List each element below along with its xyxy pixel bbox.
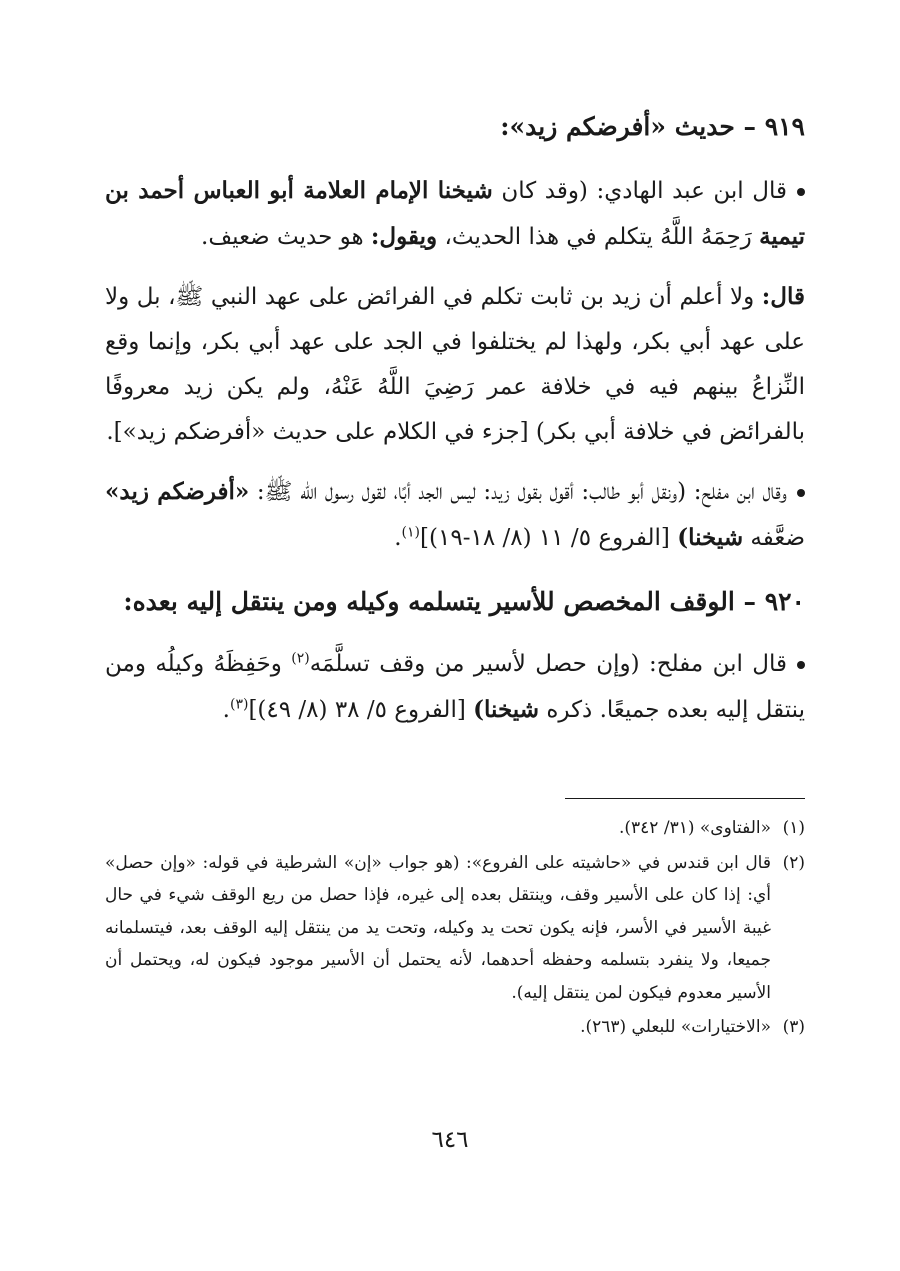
entry-920-paragraph-1: قال ابن مفلح: (وإن حصل لأسير من وقف تسلَّمَه$^{(٢)}$ وحَفِظَهُ وكيلُه ومن ينتقل إليه بعده جميعًا. ذكره شيخنا) [الفروع ٥/ ٣٨ (٨/ ٤٩)]$^{(٣)}$. (105, 650, 805, 723)
entry-919-paragraph-2: قال: ولا أعلم أن زيد بن ثابت تكلم في الفرائض على عهد النبي ﷺ، بل ولا على عهد أبي بكر، ولهذا لم يختلفوا في الجد على عهد أبي بكر، وإنما وقع النِّزاعُ بينهم فيه في خلافة عمر رَضِيَ اللَّهُ عَنْهُ، ولم يكن زيد معروفًا بالفرائض في خلافة أبي بكر) [جزء في الكلام على حديث «أفرضكم زيد»]. (105, 282, 805, 445)
footnote-ref: (٢) (291, 650, 310, 667)
bullet-icon (797, 188, 805, 196)
entry-919-paragraph-1: قال ابن عبد الهادي: (وقد كان شيخنا الإمام العلامة أبو العباس أحمد بن تيمية رَحِمَهُ اللَّهُ يتكلم في هذا الحديث، ويقول: هو حديث ضعيف. (105, 176, 805, 250)
entry-919-paragraph-3: وقال ابن مفلح: (ونقل أبو طالب: أقول بقول زيد: ليس الجد أبًا، لقول رسول الله ﷺ: «أفرضكم زيد» ضعَّفه شيخنا) [الفروع ٥/ ١١ (٨/ ١٨-١٩)]$^{(١)}$. (105, 477, 805, 551)
page-number: ٦٤٦ (431, 1127, 469, 1153)
entry-920-heading: ٩٢٠ – الوقف المخصص للأسير يتسلمه وكيله ومن ينتقل إليه بعده: (123, 586, 805, 616)
footnote-1: (١) «الفتاوى» (٣١/ ٣٤٢). (618, 818, 805, 838)
bullet-icon (797, 489, 805, 497)
bullet-icon (797, 661, 805, 669)
footnote-3: (٣) «الاختيارات» للبعلي (٢٦٣). (580, 1017, 805, 1037)
footnote-ref: (٣) (229, 696, 249, 713)
footnote-ref: (١) (401, 523, 421, 540)
footnote-separator (565, 798, 805, 799)
main-text (105, 108, 805, 747)
footnote-2: (٢) قال ابن قندس في «حاشيته على الفروع»: (هو جواب «إن» الشرطية في قوله: «وإن حصل» أي: إذا كان على الأسير وقف، وينتقل بعده إلى غيره، فإذا حصل من ريع الوقف شيء في حال غيبة الأسير في الأسر، فإنه يكون تحت يد وكيله، وتحت يد من ينتقل إليه الوقف بعد، فيتسلمانه جميعا، ولا ينفرد بتسلمه وحفظه أحدهما، لأنه يحتمل أن الأسير موجود فيكون له، ويحتمل أن الأسير معدوم فيكون لمن ينتقل إليه). (105, 852, 805, 1003)
footnotes (105, 812, 805, 1046)
entry-919-heading: ٩١٩ – حديث «أفرضكم زيد»: (500, 112, 805, 141)
